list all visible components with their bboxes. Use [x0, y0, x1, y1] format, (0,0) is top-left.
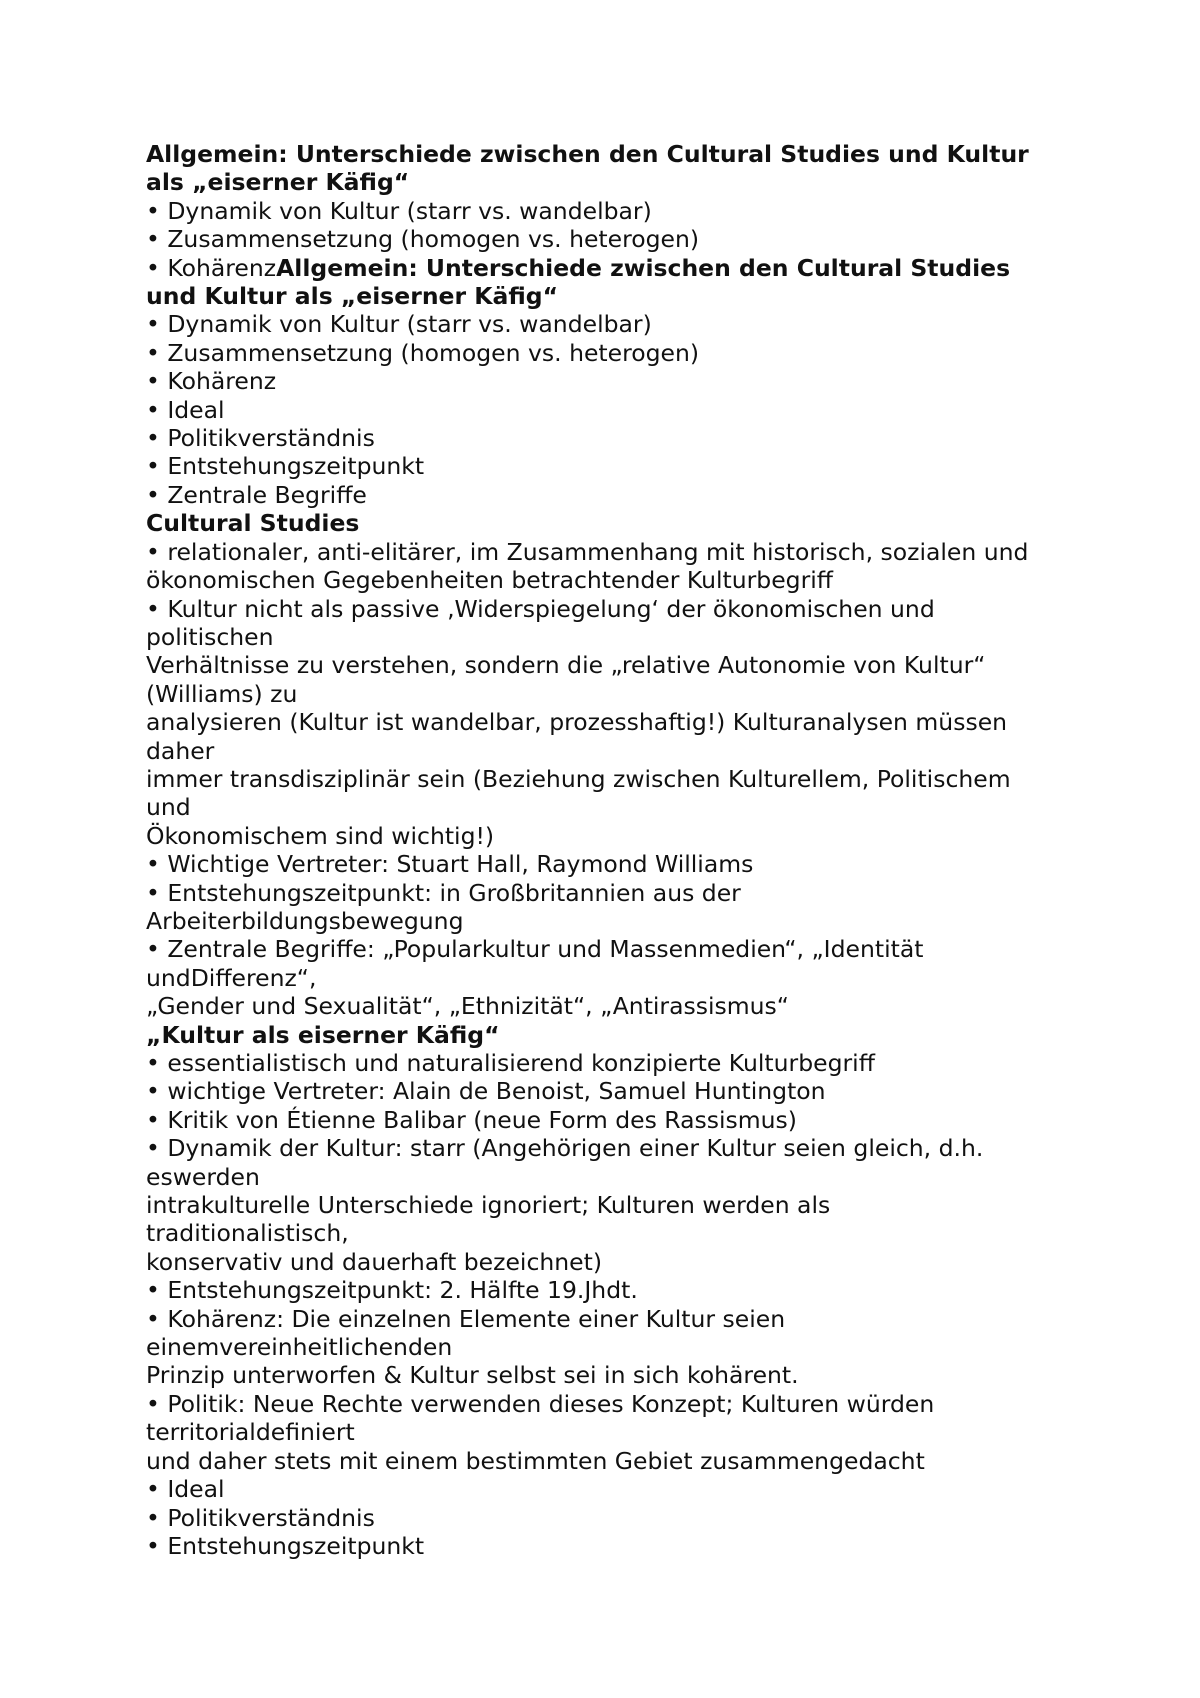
bullet-item: • Zusammensetzung (homogen vs. heterogen) [146, 338, 700, 367]
document-line: und daher stets mit einem bestimmten Gebiet zusammengedacht [146, 1446, 925, 1475]
bullet-item: • relationaler, anti-elitärer, im Zusammenhang mit historisch, sozialen und [146, 537, 1029, 566]
document-line: ökonomischen Gegebenheiten betrachtender Kulturbegriff [146, 566, 833, 595]
bullet-item: • Dynamik der Kultur: starr (Angehörigen einer Kultur seien gleich, d.h. [146, 1134, 984, 1163]
document-line: Arbeiterbildungsbewegung [146, 906, 464, 935]
bullet-item: • Dynamik von Kultur (starr vs. wandelbar) [146, 310, 652, 339]
bullet-item: • Politik: Neue Rechte verwenden dieses Konzept; Kulturen würden [146, 1389, 935, 1418]
bullet-item: • Entstehungszeitpunkt [146, 1531, 425, 1560]
document-line: (Williams) zu [146, 679, 298, 708]
section-heading: „Kultur als eiserner Käfig“ [146, 1020, 500, 1049]
document-line: analysieren (Kultur ist wandelbar, prozesshaftig!) Kulturanalysen müssen [146, 708, 1008, 737]
bullet-item: • Ideal [146, 1475, 225, 1504]
document-body [146, 140, 1086, 1560]
document-line: intrakulturelle Unterschiede ignoriert; Kulturen werden als [146, 1191, 831, 1220]
bullet-item: • Zentrale Begriffe [146, 480, 367, 509]
bullet-item: • Entstehungszeitpunkt [146, 452, 425, 481]
section-heading: als „eiserner Käfig“ [146, 168, 410, 197]
bullet-item: • Kohärenz: Die einzelnen Elemente einer Kultur seien [146, 1304, 786, 1333]
document-line: eswerden [146, 1162, 260, 1191]
line-text: • Kohärenz [146, 253, 277, 282]
document-line: einemvereinheitlichenden [146, 1333, 453, 1362]
section-heading: Cultural Studies [146, 509, 360, 538]
bullet-item: • Kohärenz [146, 367, 277, 396]
document-line [146, 254, 1086, 282]
bullet-item: • Wichtige Vertreter: Stuart Hall, Raymond Williams [146, 850, 754, 879]
bullet-item: • Entstehungszeitpunkt: 2. Hälfte 19.Jhdt. [146, 1276, 638, 1305]
bullet-item: • Kultur nicht als passive ‚Widerspiegelung‘ der ökonomischen und [146, 594, 935, 623]
bullet-item: • wichtige Vertreter: Alain de Benoist, Samuel Huntington [146, 1077, 826, 1106]
bullet-item: • Entstehungszeitpunkt: in Großbritannien aus der [146, 878, 741, 907]
bullet-item: • Politikverständnis [146, 1503, 375, 1532]
document-line: Ökonomischem sind wichtig!) [146, 821, 495, 850]
document-line: „Gender und Sexualität“, „Ethnizität“, „Antirassismus“ [146, 992, 789, 1021]
document-line: Verhältnisse zu verstehen, sondern die „relative Autonomie von Kultur“ [146, 651, 986, 680]
document-line: traditionalistisch, [146, 1219, 349, 1248]
document-line: konservativ und dauerhaft bezeichnet) [146, 1247, 603, 1276]
document-line: immer transdisziplinär sein (Beziehung zwischen Kulturellem, Politischem [146, 764, 1011, 793]
bullet-item: • Politikverständnis [146, 424, 375, 453]
document-line: Prinzip unterworfen & Kultur selbst sei in sich kohärent. [146, 1361, 799, 1390]
inline-heading: Allgemein: Unterschiede zwischen den Cultural Studies [276, 253, 1011, 282]
document-line: politischen [146, 622, 274, 651]
document-line: undDifferenz“, [146, 963, 317, 992]
document-line: territorialdefiniert [146, 1418, 355, 1447]
section-heading: und Kultur als „eiserner Käfig“ [146, 282, 559, 311]
bullet-item: • Zentrale Begriffe: „Popularkultur und Massenmedien“, „Identität [146, 935, 924, 964]
document-line: daher [146, 736, 215, 765]
bullet-item: • Zusammensetzung (homogen vs. heterogen) [146, 225, 700, 254]
section-heading: Allgemein: Unterschiede zwischen den Cultural Studies und Kultur [146, 140, 1029, 168]
bullet-item: • Ideal [146, 395, 225, 424]
bullet-item: • Kritik von Étienne Balibar (neue Form des Rassismus) [146, 1105, 797, 1134]
bullet-item: • essentialistisch und naturalisierend konzipierte Kulturbegriff [146, 1049, 875, 1077]
bullet-item: • Dynamik von Kultur (starr vs. wandelbar) [146, 196, 652, 225]
document-line: und [146, 793, 191, 822]
